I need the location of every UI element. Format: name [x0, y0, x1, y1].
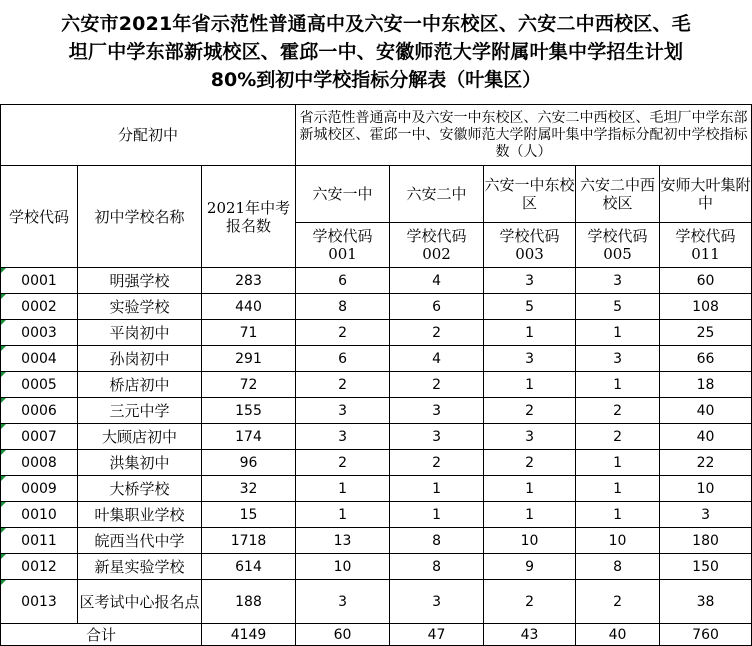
- target-code: 005: [603, 245, 632, 263]
- school-code: 0006: [1, 398, 78, 424]
- table-row: [1, 580, 752, 624]
- registration-count: 440: [202, 294, 296, 320]
- quota-value: 1: [484, 502, 576, 528]
- table-row: [1, 268, 752, 294]
- target-code-label: 学校代码: [406, 227, 467, 245]
- school-code: 0009: [1, 476, 78, 502]
- quota-value: 2: [390, 372, 484, 398]
- school-code: 0010: [1, 502, 78, 528]
- school-name: 平岗初中: [78, 320, 202, 346]
- quota-value: 2: [296, 372, 390, 398]
- table-row: [1, 502, 752, 528]
- quota-value: 3: [660, 502, 752, 528]
- quota-value: 8: [296, 294, 390, 320]
- school-name: 区考试中心报名点: [78, 580, 202, 624]
- school-name: 三元中学: [78, 398, 202, 424]
- school-code: 0013: [1, 580, 78, 624]
- quota-value: 2: [576, 580, 660, 624]
- quota-value: 3: [296, 424, 390, 450]
- quota-value: 1: [390, 476, 484, 502]
- quota-value: 1: [576, 450, 660, 476]
- school-code: 0007: [1, 424, 78, 450]
- quota-value: 10: [660, 476, 752, 502]
- table-row: [1, 320, 752, 346]
- school-name: 孙岗初中: [78, 346, 202, 372]
- quota-value: 2: [484, 398, 576, 424]
- quota-value: 2: [484, 450, 576, 476]
- table-row: [1, 476, 752, 502]
- registration-count: 155: [202, 398, 296, 424]
- registration-count: 72: [202, 372, 296, 398]
- quota-value: 2: [484, 580, 576, 624]
- school-name: 皖西当代中学: [78, 528, 202, 554]
- quota-value: 6: [296, 268, 390, 294]
- quota-value: 10: [484, 528, 576, 554]
- quota-value: 3: [484, 424, 576, 450]
- quota-value: 8: [390, 528, 484, 554]
- registration-count: 15: [202, 502, 296, 528]
- quota-value: 1: [296, 502, 390, 528]
- target-code: 002: [422, 245, 451, 263]
- total-count: 4149: [202, 624, 296, 646]
- target-header-name: 六安二中西校区: [576, 166, 660, 223]
- quota-value: 6: [296, 346, 390, 372]
- quota-value: 1: [296, 476, 390, 502]
- quota-value: 3: [484, 346, 576, 372]
- registration-count: 283: [202, 268, 296, 294]
- quota-value: 10: [576, 528, 660, 554]
- total-row: [1, 624, 752, 646]
- quota-value: 60: [660, 268, 752, 294]
- registration-count: 614: [202, 554, 296, 580]
- quota-value: 1: [576, 372, 660, 398]
- school-name: 实验学校: [78, 294, 202, 320]
- quota-value: 2: [576, 398, 660, 424]
- quota-value: 3: [484, 268, 576, 294]
- school-name: 明强学校: [78, 268, 202, 294]
- target-header-code: [484, 223, 576, 268]
- target-header-code: [576, 223, 660, 268]
- quota-value: 3: [576, 268, 660, 294]
- school-name: 洪集初中: [78, 450, 202, 476]
- registration-count: 71: [202, 320, 296, 346]
- registration-count: 188: [202, 580, 296, 624]
- quota-value: 10: [296, 554, 390, 580]
- target-code: 001: [328, 245, 357, 263]
- registration-count: 291: [202, 346, 296, 372]
- school-name: 大桥学校: [78, 476, 202, 502]
- title-line-2: 坦厂中学东部新城校区、霍邱一中、安徽师范大学附属叶集中学招生计划: [68, 41, 684, 63]
- target-header-code: [390, 223, 484, 268]
- table-row: [1, 398, 752, 424]
- target-header-name: 六安一中东校区: [484, 166, 576, 223]
- quota-value: 3: [390, 398, 484, 424]
- total-quota-value: 47: [390, 624, 484, 646]
- quota-value: 9: [484, 554, 576, 580]
- title-line-3: 80%到初中学校指标分解表（叶集区）: [210, 69, 542, 91]
- school-code: 0012: [1, 554, 78, 580]
- quota-value: 3: [390, 424, 484, 450]
- document-title: [0, 0, 752, 104]
- title-line-1: 六安市2021年省示范性普通高中及六安一中东校区、六安二中西校区、毛: [61, 13, 691, 35]
- quota-value: 1: [576, 476, 660, 502]
- group-header-left: 分配初中: [1, 105, 296, 166]
- quota-value: 1: [484, 476, 576, 502]
- school-name: 叶集职业学校: [78, 502, 202, 528]
- col-header-name: 初中学校名称: [78, 166, 202, 268]
- quota-value: 1: [390, 502, 484, 528]
- registration-count: 1718: [202, 528, 296, 554]
- quota-value: 3: [296, 398, 390, 424]
- header-row-2: [1, 166, 752, 223]
- table-row: [1, 294, 752, 320]
- school-code: 0011: [1, 528, 78, 554]
- quota-value: 1: [484, 320, 576, 346]
- school-name: 新星实验学校: [78, 554, 202, 580]
- target-code-label: 学校代码: [499, 227, 560, 245]
- col-header-count: 2021年中考报名数: [202, 166, 296, 268]
- quota-value: 8: [390, 554, 484, 580]
- school-code: 0002: [1, 294, 78, 320]
- quota-table: [0, 104, 752, 646]
- table-row: [1, 372, 752, 398]
- quota-value: 40: [660, 424, 752, 450]
- quota-value: 3: [390, 580, 484, 624]
- target-code: 003: [515, 245, 544, 263]
- total-quota-value: 760: [660, 624, 752, 646]
- target-code-label: 学校代码: [675, 227, 736, 245]
- school-code: 0005: [1, 372, 78, 398]
- table-row: [1, 424, 752, 450]
- total-quota-value: 60: [296, 624, 390, 646]
- quota-value: 13: [296, 528, 390, 554]
- quota-value: 2: [576, 424, 660, 450]
- quota-value: 5: [484, 294, 576, 320]
- quota-value: 1: [576, 320, 660, 346]
- target-header-name: 六安一中: [296, 166, 390, 223]
- table-row: [1, 528, 752, 554]
- quota-value: 108: [660, 294, 752, 320]
- quota-value: 1: [576, 502, 660, 528]
- target-header-code: [660, 223, 752, 268]
- table-row: [1, 554, 752, 580]
- school-code: 0001: [1, 268, 78, 294]
- quota-value: 3: [296, 580, 390, 624]
- target-header-code: [296, 223, 390, 268]
- quota-value: 40: [660, 398, 752, 424]
- target-code-label: 学校代码: [587, 227, 648, 245]
- col-header-code: 学校代码: [1, 166, 78, 268]
- school-name: 桥店初中: [78, 372, 202, 398]
- quota-value: 8: [576, 554, 660, 580]
- total-label: 合计: [1, 624, 202, 646]
- target-code-label: 学校代码: [312, 227, 373, 245]
- group-header-right: 省示范性普通高中及六安一中东校区、六安二中西校区、毛坦厂中学东部新城校区、霍邱一中、安徽师范大学附属叶集中学指标分配初中学校指标数（人）: [296, 105, 752, 166]
- quota-value: 6: [390, 294, 484, 320]
- quota-value: 4: [390, 346, 484, 372]
- quota-value: 2: [296, 320, 390, 346]
- quota-value: 25: [660, 320, 752, 346]
- school-name: 大顾店初中: [78, 424, 202, 450]
- quota-value: 4: [390, 268, 484, 294]
- header-row-1: [1, 105, 752, 166]
- quota-value: 22: [660, 450, 752, 476]
- total-quota-value: 40: [576, 624, 660, 646]
- table-row: [1, 346, 752, 372]
- quota-value: 18: [660, 372, 752, 398]
- quota-value: 38: [660, 580, 752, 624]
- registration-count: 96: [202, 450, 296, 476]
- registration-count: 32: [202, 476, 296, 502]
- quota-value: 5: [576, 294, 660, 320]
- quota-value: 2: [390, 320, 484, 346]
- quota-value: 2: [296, 450, 390, 476]
- quota-value: 1: [484, 372, 576, 398]
- total-quota-value: 43: [484, 624, 576, 646]
- school-code: 0004: [1, 346, 78, 372]
- quota-value: 150: [660, 554, 752, 580]
- school-code: 0008: [1, 450, 78, 476]
- table-row: [1, 450, 752, 476]
- quota-value: 180: [660, 528, 752, 554]
- school-code: 0003: [1, 320, 78, 346]
- target-header-name: 安师大叶集附中: [660, 166, 752, 223]
- target-header-name: 六安二中: [390, 166, 484, 223]
- target-code: 011: [691, 245, 720, 263]
- registration-count: 174: [202, 424, 296, 450]
- quota-value: 3: [576, 346, 660, 372]
- quota-value: 2: [390, 450, 484, 476]
- quota-value: 66: [660, 346, 752, 372]
